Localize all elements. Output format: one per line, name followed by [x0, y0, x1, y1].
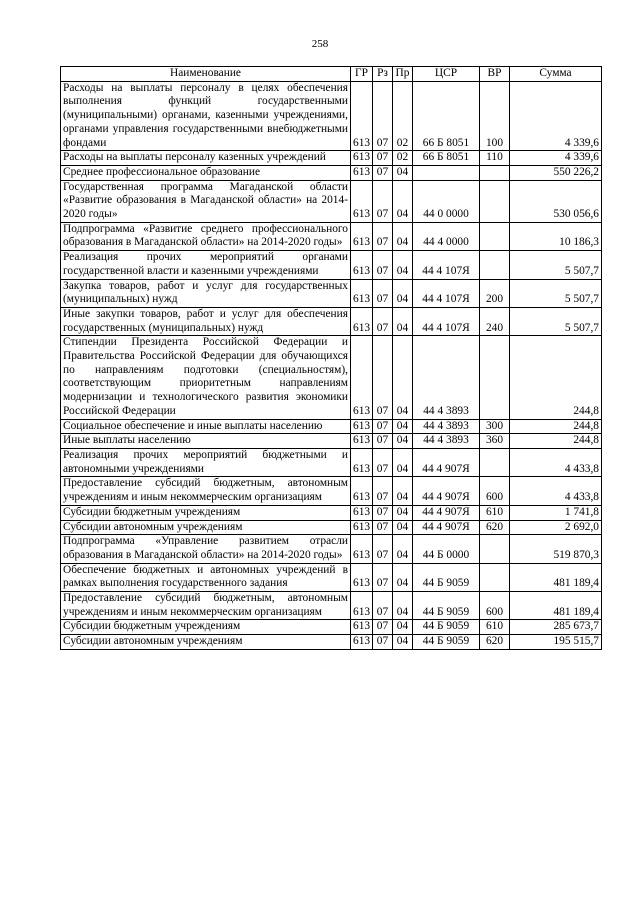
cell-vr	[480, 165, 510, 180]
cell-rz: 07	[373, 520, 393, 535]
table-row	[61, 336, 602, 419]
cell-csr: 44 4 107Я	[413, 307, 480, 335]
cell-rz: 07	[373, 279, 393, 307]
cell-pr: 04	[393, 434, 413, 449]
cell-name: Расходы на выплаты персоналу в целях обеспечения выполнения функций государственными (муниципальными) органами, казенными учреждениями, органами управления государственными внебюджетными фондами	[61, 81, 351, 151]
cell-name: Подпрограмма «Развитие среднего профессионального образования в Магаданской области» на 2014-2020 годы»	[61, 222, 351, 250]
cell-sum: 195 515,7	[510, 635, 602, 650]
cell-sum: 10 186,3	[510, 222, 602, 250]
budget-table	[60, 66, 602, 650]
cell-rz: 07	[373, 535, 393, 563]
table-row	[61, 434, 602, 449]
cell-vr: 610	[480, 620, 510, 635]
cell-csr: 66 Б 8051	[413, 151, 480, 166]
cell-name: Реализация прочих мероприятий бюджетными и автономными учреждениями	[61, 448, 351, 476]
cell-rz: 07	[373, 434, 393, 449]
cell-gr: 613	[351, 535, 373, 563]
header-vr: ВР	[480, 67, 510, 82]
table-row	[61, 563, 602, 591]
cell-rz: 07	[373, 592, 393, 620]
cell-gr: 613	[351, 279, 373, 307]
cell-gr: 613	[351, 419, 373, 434]
cell-pr: 04	[393, 563, 413, 591]
header-rz: Рз	[373, 67, 393, 82]
cell-csr: 66 Б 8051	[413, 81, 480, 151]
cell-sum: 5 507,7	[510, 251, 602, 279]
cell-gr: 613	[351, 635, 373, 650]
cell-rz: 07	[373, 180, 393, 222]
cell-gr: 613	[351, 222, 373, 250]
cell-csr: 44 4 907Я	[413, 505, 480, 520]
cell-vr: 110	[480, 151, 510, 166]
table-row	[61, 448, 602, 476]
cell-sum: 481 189,4	[510, 592, 602, 620]
table-row	[61, 180, 602, 222]
cell-pr: 04	[393, 635, 413, 650]
cell-pr: 04	[393, 419, 413, 434]
table-row	[61, 419, 602, 434]
cell-vr: 620	[480, 635, 510, 650]
cell-gr: 613	[351, 592, 373, 620]
cell-name: Государственная программа Магаданской области «Развитие образования в Магаданской области» на 2014-2020 годы»	[61, 180, 351, 222]
cell-sum: 244,8	[510, 419, 602, 434]
cell-pr: 04	[393, 279, 413, 307]
cell-pr: 04	[393, 535, 413, 563]
cell-sum: 481 189,4	[510, 563, 602, 591]
cell-name: Расходы на выплаты персоналу казенных учреждений	[61, 151, 351, 166]
cell-csr: 44 4 0000	[413, 222, 480, 250]
cell-name: Стипендии Президента Российской Федерации и Правительства Российской Федерации для обучающихся по направлениям подготовки (специальностям), соответствующим приоритетным направлениям модернизации и технологического развития экономики Российской Федерации	[61, 336, 351, 419]
cell-pr: 04	[393, 477, 413, 505]
cell-pr: 04	[393, 620, 413, 635]
cell-name: Реализация прочих мероприятий органами государственной власти и казенными учреждениями	[61, 251, 351, 279]
cell-rz: 07	[373, 151, 393, 166]
cell-rz: 07	[373, 336, 393, 419]
cell-gr: 613	[351, 505, 373, 520]
cell-vr: 100	[480, 81, 510, 151]
table-row	[61, 620, 602, 635]
cell-pr: 04	[393, 180, 413, 222]
cell-sum: 5 507,7	[510, 279, 602, 307]
cell-gr: 613	[351, 151, 373, 166]
cell-csr	[413, 165, 480, 180]
cell-pr: 04	[393, 165, 413, 180]
cell-gr: 613	[351, 336, 373, 419]
cell-vr	[480, 251, 510, 279]
cell-name: Субсидии бюджетным учреждениям	[61, 620, 351, 635]
table-row	[61, 477, 602, 505]
cell-name: Субсидии бюджетным учреждениям	[61, 505, 351, 520]
cell-csr: 44 4 907Я	[413, 477, 480, 505]
cell-sum: 244,8	[510, 434, 602, 449]
table-row	[61, 151, 602, 166]
cell-gr: 613	[351, 81, 373, 151]
header-row	[61, 67, 602, 82]
cell-rz: 07	[373, 563, 393, 591]
cell-pr: 04	[393, 251, 413, 279]
cell-pr: 04	[393, 592, 413, 620]
table-row	[61, 251, 602, 279]
cell-csr: 44 4 107Я	[413, 279, 480, 307]
table-row	[61, 307, 602, 335]
cell-vr: 360	[480, 434, 510, 449]
cell-csr: 44 0 0000	[413, 180, 480, 222]
header-gr: ГР	[351, 67, 373, 82]
cell-csr: 44 4 907Я	[413, 448, 480, 476]
cell-vr: 600	[480, 477, 510, 505]
cell-gr: 613	[351, 563, 373, 591]
cell-vr	[480, 535, 510, 563]
cell-vr: 600	[480, 592, 510, 620]
cell-gr: 613	[351, 307, 373, 335]
page-number: 258	[311, 38, 329, 50]
header-pr: Пр	[393, 67, 413, 82]
cell-vr	[480, 448, 510, 476]
cell-pr: 04	[393, 448, 413, 476]
cell-rz: 07	[373, 81, 393, 151]
cell-csr: 44 Б 9059	[413, 592, 480, 620]
cell-vr	[480, 222, 510, 250]
table-row	[61, 279, 602, 307]
table-row	[61, 635, 602, 650]
cell-rz: 07	[373, 620, 393, 635]
cell-name: Субсидии автономным учреждениям	[61, 520, 351, 535]
cell-csr: 44 4 907Я	[413, 520, 480, 535]
cell-vr: 300	[480, 419, 510, 434]
table-row	[61, 165, 602, 180]
cell-rz: 07	[373, 307, 393, 335]
cell-vr	[480, 180, 510, 222]
cell-pr: 04	[393, 505, 413, 520]
cell-gr: 613	[351, 165, 373, 180]
cell-gr: 613	[351, 448, 373, 476]
table-row	[61, 81, 602, 151]
cell-csr: 44 4 107Я	[413, 251, 480, 279]
cell-name: Среднее профессиональное образование	[61, 165, 351, 180]
cell-sum: 4 433,8	[510, 448, 602, 476]
cell-pr: 04	[393, 336, 413, 419]
cell-name: Предоставление субсидий бюджетным, автономным учреждениям и иным некоммерческим организациям	[61, 477, 351, 505]
cell-rz: 07	[373, 635, 393, 650]
cell-csr: 44 Б 0000	[413, 535, 480, 563]
cell-gr: 613	[351, 477, 373, 505]
cell-vr: 240	[480, 307, 510, 335]
table-body	[61, 81, 602, 649]
cell-rz: 07	[373, 448, 393, 476]
cell-rz: 07	[373, 505, 393, 520]
cell-csr: 44 Б 9059	[413, 635, 480, 650]
cell-sum: 2 692,0	[510, 520, 602, 535]
cell-rz: 07	[373, 251, 393, 279]
cell-rz: 07	[373, 419, 393, 434]
cell-rz: 07	[373, 165, 393, 180]
cell-sum: 4 339,6	[510, 151, 602, 166]
cell-sum: 5 507,7	[510, 307, 602, 335]
cell-sum: 4 339,6	[510, 81, 602, 151]
cell-name: Социальное обеспечение и иные выплаты населению	[61, 419, 351, 434]
cell-gr: 613	[351, 434, 373, 449]
table-row	[61, 592, 602, 620]
table-row	[61, 505, 602, 520]
cell-pr: 04	[393, 222, 413, 250]
cell-rz: 07	[373, 222, 393, 250]
cell-gr: 613	[351, 251, 373, 279]
cell-sum: 530 056,6	[510, 180, 602, 222]
cell-name: Предоставление субсидий бюджетным, автономным учреждениям и иным некоммерческим организациям	[61, 592, 351, 620]
cell-vr: 200	[480, 279, 510, 307]
cell-gr: 613	[351, 620, 373, 635]
cell-name: Обеспечение бюджетных и автономных учреждений в рамках выполнения государственного задания	[61, 563, 351, 591]
cell-name: Закупка товаров, работ и услуг для государственных (муниципальных) нужд	[61, 279, 351, 307]
cell-csr: 44 Б 9059	[413, 563, 480, 591]
cell-pr: 04	[393, 520, 413, 535]
cell-name: Иные выплаты населению	[61, 434, 351, 449]
cell-sum: 550 226,2	[510, 165, 602, 180]
header-csr: ЦСР	[413, 67, 480, 82]
cell-sum: 1 741,8	[510, 505, 602, 520]
table-row	[61, 535, 602, 563]
table-row	[61, 222, 602, 250]
cell-sum: 519 870,3	[510, 535, 602, 563]
cell-csr: 44 4 3893	[413, 434, 480, 449]
cell-name: Субсидии автономным учреждениям	[61, 635, 351, 650]
cell-sum: 4 433,8	[510, 477, 602, 505]
cell-pr: 02	[393, 151, 413, 166]
cell-pr: 04	[393, 307, 413, 335]
cell-vr: 620	[480, 520, 510, 535]
cell-sum: 285 673,7	[510, 620, 602, 635]
cell-csr: 44 4 3893	[413, 419, 480, 434]
cell-pr: 02	[393, 81, 413, 151]
cell-csr: 44 Б 9059	[413, 620, 480, 635]
cell-vr: 610	[480, 505, 510, 520]
header-sum: Сумма	[510, 67, 602, 82]
cell-gr: 613	[351, 520, 373, 535]
cell-vr	[480, 336, 510, 419]
cell-rz: 07	[373, 477, 393, 505]
cell-sum: 244,8	[510, 336, 602, 419]
cell-name: Подпрограмма «Управление развитием отрасли образования в Магаданской области» на 2014-2020 годы»	[61, 535, 351, 563]
header-name: Наименование	[61, 67, 351, 82]
table-row	[61, 520, 602, 535]
cell-csr: 44 4 3893	[413, 336, 480, 419]
cell-vr	[480, 563, 510, 591]
cell-name: Иные закупки товаров, работ и услуг для обеспечения государственных (муниципальных) нужд	[61, 307, 351, 335]
cell-gr: 613	[351, 180, 373, 222]
